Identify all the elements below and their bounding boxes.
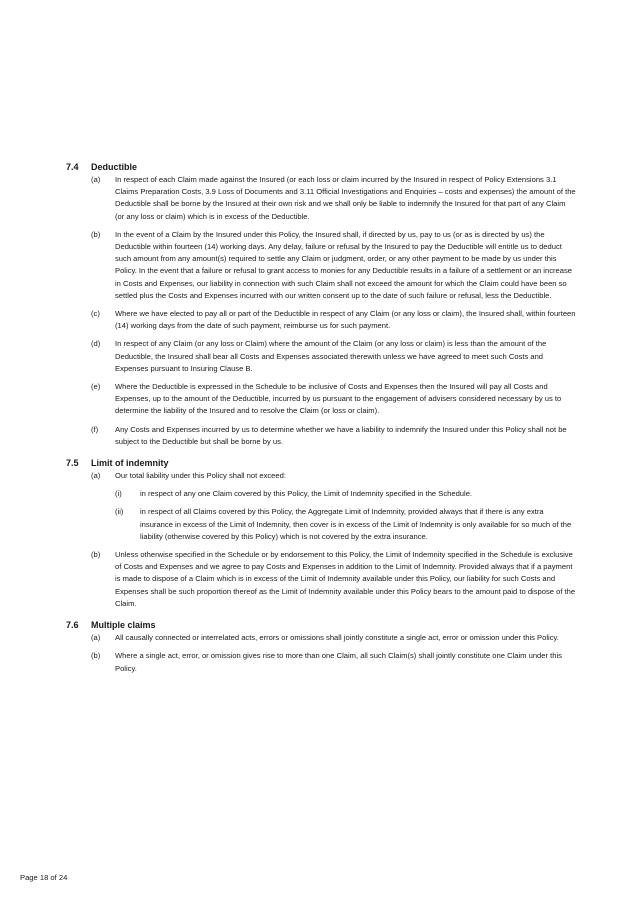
clause-label: (a)	[91, 471, 101, 481]
clause-item	[91, 424, 576, 448]
clause-label: (b)	[91, 651, 101, 661]
clause-text: Unless otherwise specified in the Schedule or by endorsement to this Policy, the Limit of Indemnity specified in the Schedule is exclusive of Costs and Expenses and we agree to pay Costs and Expenses in addition to the Limit of Indemnity. Provided always that if a payment is made to dispose of a Claim which is in excess of the Limit of Indemnity available under this Policy, our liability for such Costs and Expenses shall be such proportion thereof as the Limit of Indemnity available under this Policy bears to the amount paid to dispose of the Claim.	[115, 550, 576, 608]
clause-item	[91, 632, 576, 644]
section-title: Deductible	[91, 162, 138, 172]
section-number: 7.5	[66, 458, 79, 469]
subclause-label: (ii)	[115, 507, 124, 517]
subclause-item	[115, 488, 576, 500]
clause-label: (a)	[91, 175, 101, 184]
clause-item	[91, 470, 576, 482]
clause-label: (f)	[91, 424, 99, 434]
section-heading	[66, 457, 576, 469]
clause-item	[91, 381, 576, 418]
page-body	[66, 161, 576, 684]
clause-item	[91, 650, 576, 674]
subclause-text: in respect of any one Claim covered by this Policy, the Limit of Indemnity specified in the Schedule.	[140, 489, 473, 499]
clause-label: (b)	[91, 229, 101, 239]
clause-text: In respect of each Claim made against the Insured (or each loss or claim incurred by the Insured in respect of Policy Extensions 3.1 Claims Preparation Costs, 3.9 Loss of Documents and 3.11 Official Investigations and Enquiries – costs and expenses) the amount of the Deductible shall be borne by the Insured at their own risk and we shall only be liable to indemnify the Insured for that part of any Claim (or any loss or claim) which is in excess of the Deductible.	[115, 175, 576, 221]
section-heading	[66, 161, 576, 173]
clause-text: Where a single act, error, or omission gives rise to more than one Claim, all such Claim(s) shall jointly constitute one Claim under this Policy.	[115, 651, 562, 673]
subclause-text: in respect of all Claims covered by this Policy, the Aggregate Limit of Indemnity, provided always that if there is any extra insurance in excess of the Limit of Indemnity, then cover is in excess of the Limit of Indemnity is only available for so much of the liability (otherwise covered by this Policy) which is not covered by the extra insurance.	[140, 507, 572, 541]
section-heading	[66, 619, 576, 631]
clause-item	[91, 229, 576, 302]
clause-text: All causally connected or interrelated acts, errors or omissions shall jointly constitute a single act, error or omission under this Policy.	[115, 633, 559, 643]
clause-label: (e)	[91, 382, 101, 392]
clause-item	[91, 308, 576, 332]
clause-text: In respect of any Claim (or any loss or Claim) where the amount of the Claim (or any loss or claim) is less than the amount of the Deductible, the Insured shall bear all Costs and Expenses associated therewith unless we have agreed to meet such Costs and Expenses pursuant to Insuring Clause B.	[115, 339, 547, 373]
section-7-5	[66, 457, 576, 610]
section-number: 7.4	[66, 162, 79, 172]
subclause-item	[115, 506, 576, 543]
clause-text: Any Costs and Expenses incurred by us to determine whether we have a liability to indemnify the Insured under this Policy shall not be subject to the Deductible but shall be borne by us.	[115, 424, 567, 446]
clause-label: (b)	[91, 550, 101, 560]
clause-label: (d)	[91, 339, 101, 349]
section-title: Multiple claims	[91, 620, 156, 631]
section-number: 7.6	[66, 620, 79, 631]
clause-label: (a)	[91, 633, 101, 643]
page-number: Page 18 of 24	[20, 873, 68, 882]
clause-item	[91, 549, 576, 610]
clause-text: Where we have elected to pay all or part of the Deductible in respect of any Claim (or any loss or claim), the Insured shall, within fourteen (14) working days from the date of such payment, reimburse us for such payment.	[115, 309, 576, 331]
clause-text: Our total liability under this Policy shall not exceed:	[115, 471, 286, 481]
clause-text: Where the Deductible is expressed in the Schedule to be inclusive of Costs and Expenses then the Insured will pay all Costs and Expenses, up to the amount of the Deductible, incurred by us pursuant to the engagement of advisers considered necessary by us to determine the liability of the Insured and to resolve the Claim (or loss or claim).	[115, 382, 562, 416]
section-7-4	[66, 161, 576, 448]
clause-label: (c)	[91, 309, 100, 319]
clause-item	[91, 338, 576, 375]
clause-item	[91, 174, 576, 223]
clause-text: In the event of a Claim by the Insured under this Policy, the Insured shall, if directed by us, pay to us (or as is directed by us) the Deductible within fourteen (14) working days. Any delay, failure or refusal by the Insured to pay the Deductible will entitle us to deduct such amount from any amount(s) required to settle any Claim or judgment, order, or any other payment to be made by us under this Policy. In the event that a failure or refusal to grant access to monies for any Deductible results in a failure of a settlement or an increase in Costs and Expenses, our liability in connection with such Claim shall not exceed the amount for which the Claim could have been so settled plus the Costs and Expenses incurred with our written consent up to the date of such failure or refusal, less the Deductible.	[115, 229, 572, 300]
subclause-label: (i)	[115, 489, 122, 499]
section-7-6	[66, 619, 576, 675]
section-title: Limit of indemnity	[91, 458, 169, 469]
